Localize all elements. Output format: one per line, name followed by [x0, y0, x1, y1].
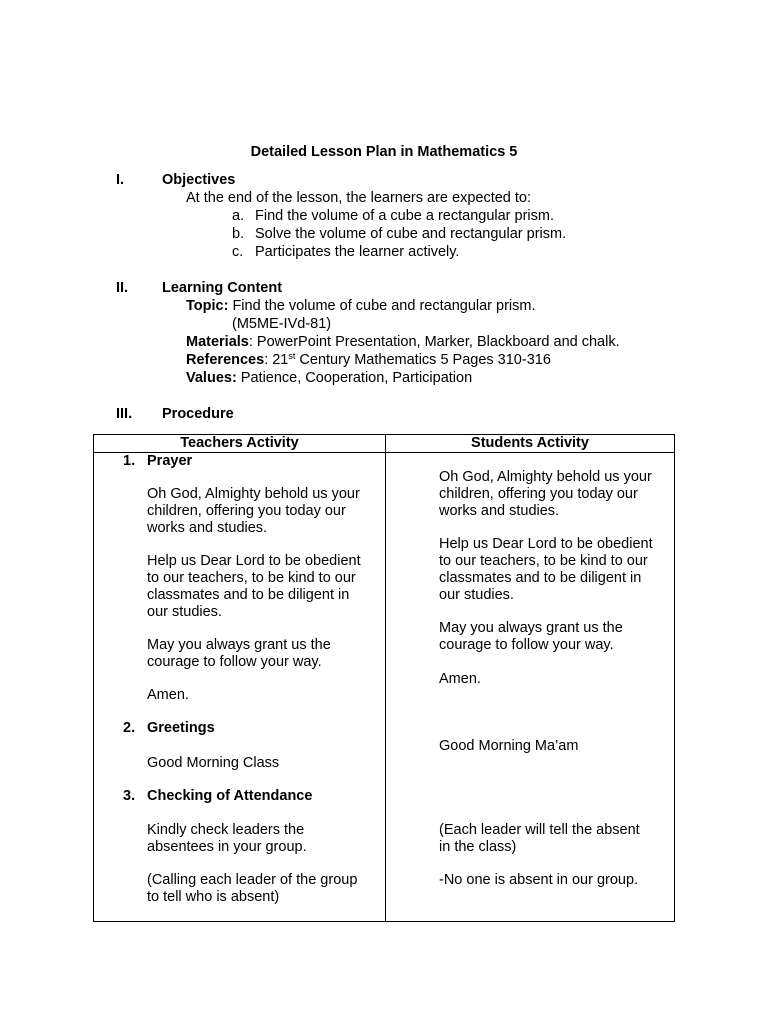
objective-marker: b. — [232, 226, 245, 242]
student-activity-line: Help us Dear Lord to be obedient — [439, 536, 653, 552]
teacher-activity-line: Kindly check leaders the — [147, 822, 305, 838]
teacher-activity-line: to tell who is absent) — [147, 889, 280, 905]
student-activity-line: works and studies. — [439, 503, 560, 519]
section-numeral-learning-content: II. — [116, 280, 129, 296]
references-line — [186, 351, 551, 369]
student-activity-line: Oh God, Almighty behold us your — [439, 469, 652, 485]
materials-line — [186, 333, 620, 351]
student-activity-line: Good Morning Ma’am — [439, 738, 579, 754]
teacher-step-heading: Checking of Attendance — [147, 788, 313, 804]
objective-item: Participates the learner actively. — [255, 244, 460, 260]
teacher-step-number: 1. — [123, 453, 136, 469]
student-activity-line: Amen. — [439, 671, 481, 687]
values-value: Patience, Cooperation, Participation — [236, 370, 473, 386]
teacher-activity-line: absentees in your group. — [147, 839, 307, 855]
student-activity-line: -No one is absent in our group. — [439, 872, 639, 888]
students-activity-header: Students Activity — [471, 435, 589, 451]
references-prefix: : 21 — [264, 352, 289, 368]
student-activity-line: our studies. — [439, 587, 514, 603]
teacher-step-heading: Greetings — [147, 720, 215, 736]
topic-line — [186, 297, 536, 315]
student-activity-line: in the class) — [439, 839, 517, 855]
topic-code: (M5ME-IVd-81) — [232, 316, 332, 332]
section-heading-objectives: Objectives — [162, 172, 236, 188]
values-line — [186, 369, 472, 387]
references-superscript: st — [288, 351, 296, 361]
objective-item: Solve the volume of cube and rectangular prism. — [255, 226, 567, 242]
section-heading-learning-content: Learning Content — [162, 280, 283, 296]
student-activity-line: children, offering you today our — [439, 486, 638, 502]
teacher-activity-line: May you always grant us the — [147, 637, 331, 653]
teacher-activity-line: courage to follow your way. — [147, 654, 322, 670]
student-activity-line: to our teachers, to be kind to our — [439, 553, 648, 569]
objective-item: Find the volume of a cube a rectangular prism. — [255, 208, 555, 224]
teachers-activity-header: Teachers Activity — [180, 435, 299, 451]
student-activity-line: courage to follow your way. — [439, 637, 614, 653]
teacher-activity-line: our studies. — [147, 604, 222, 620]
teacher-activity-line: works and studies. — [147, 520, 268, 536]
objective-marker: a. — [232, 208, 245, 224]
procedure-table — [93, 434, 675, 922]
teacher-activity-line: Amen. — [147, 687, 189, 703]
teacher-activity-line: to our teachers, to be kind to our — [147, 570, 356, 586]
objective-marker: c. — [232, 244, 244, 260]
section-numeral-objectives: I. — [116, 172, 125, 188]
student-activity-line: May you always grant us the — [439, 620, 623, 636]
objectives-intro: At the end of the lesson, the learners are expected to: — [186, 190, 531, 206]
section-numeral-procedure: III. — [116, 406, 133, 422]
materials-value: : PowerPoint Presentation, Marker, Blackboard and chalk. — [248, 334, 620, 350]
values-label: Values: — [186, 370, 237, 386]
topic-label: Topic: — [186, 298, 229, 314]
student-activity-line: classmates and to be diligent in — [439, 570, 642, 586]
topic-value: Find the volume of cube and rectangular prism. — [228, 298, 536, 314]
teacher-step-number: 2. — [123, 720, 136, 736]
references-suffix: Century Mathematics 5 Pages 310-316 — [295, 352, 551, 368]
column-divider — [385, 435, 386, 921]
teacher-activity-line: Good Morning Class — [147, 755, 280, 771]
student-activity-line: (Each leader will tell the absent — [439, 822, 640, 838]
teacher-step-number: 3. — [123, 788, 136, 804]
document-title: Detailed Lesson Plan in Mathematics 5 — [250, 144, 518, 160]
teacher-activity-line: Help us Dear Lord to be obedient — [147, 553, 361, 569]
references-label: References — [186, 352, 265, 368]
materials-label: Materials — [186, 334, 249, 350]
teacher-activity-line: classmates and to be diligent in — [147, 587, 350, 603]
teacher-step-heading: Prayer — [147, 453, 193, 469]
teacher-activity-line: Oh God, Almighty behold us your — [147, 486, 360, 502]
section-heading-procedure: Procedure — [162, 406, 234, 422]
teacher-activity-line: children, offering you today our — [147, 503, 346, 519]
teacher-activity-line: (Calling each leader of the group — [147, 872, 358, 888]
